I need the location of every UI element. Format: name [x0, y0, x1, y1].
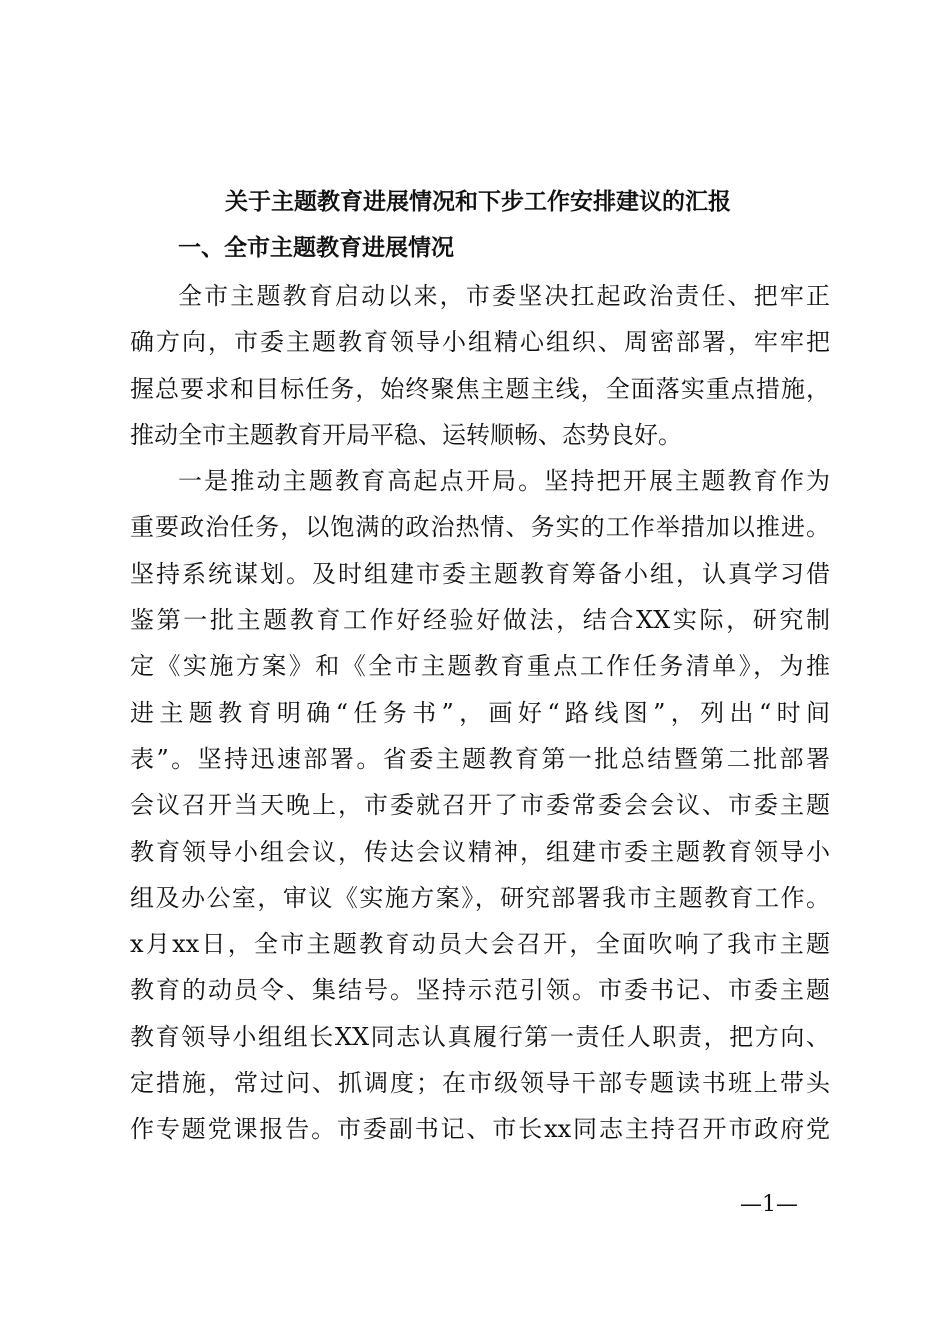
paragraph-line: 全市主题教育启动以来，市委坚决扛起政治责任、把牢正 — [178, 282, 830, 310]
paragraph-line: 确方向，市委主题教育领导小组精心组织、周密部署，牢牢把 — [130, 328, 830, 357]
paragraph-line: 握总要求和目标任务，始终聚焦主题主线，全面落实重点措施， — [130, 374, 830, 403]
paragraph-line: 鉴第一批主题教育工作好经验好做法，结合XX实际，研究制 — [130, 606, 830, 635]
paragraph-line: 定措施，常过问、抓调度；在市级领导干部专题读书班上带头 — [130, 1069, 830, 1098]
paragraph-line: 表”。坚持迅速部署。省委主题教育第一批总结暨第二批部署 — [130, 744, 830, 773]
paragraph-line: 重要政治任务，以饱满的政治热情、务实的工作举措加以推进。 — [130, 513, 830, 542]
paragraph-line: 一是推动主题教育高起点开局。坚持把开展主题教育作为 — [178, 467, 830, 496]
paragraph-line: 定《实施方案》和《全市主题教育重点工作任务清单》，为推 — [130, 652, 830, 681]
section-heading: 一、全市主题教育进展情况 — [178, 235, 454, 261]
paragraph-line: 推动全市主题教育开局平稳、运转顺畅、态势良好。 — [130, 420, 682, 449]
paragraph-line: 坚持系统谋划。及时组建市委主题教育筹备小组，认真学习借 — [130, 559, 830, 588]
paragraph-line: x月xx日，全市主题教育动员大会召开，全面吹响了我市主题 — [130, 930, 830, 959]
paragraph-line: 组及办公室，审议《实施方案》，研究部署我市主题教育工作。 — [130, 883, 830, 912]
paragraph-line: 进主题教育明确“任务书”，画好“路线图”，列出“时间 — [130, 698, 830, 727]
paragraph-line: 教育的动员令、集结号。坚持示范引领。市委书记、市委主题 — [130, 976, 830, 1005]
paragraph-line: 会议召开当天晚上，市委就召开了市委常委会会议、市委主题 — [130, 791, 830, 820]
document-title: 关于主题教育进展情况和下步工作安排建议的汇报 — [225, 189, 731, 215]
page-number: —1— — [740, 1192, 798, 1217]
paragraph-line: 教育领导小组会议，传达会议精神，组建市委主题教育领导小 — [130, 837, 830, 866]
paragraph-line: 作专题党课报告。市委副书记、市长xx同志主持召开市政府党 — [130, 1115, 830, 1144]
body-text — [130, 273, 830, 1153]
paragraph-line: 教育领导小组组长XX同志认真履行第一责任人职责，把方向、 — [130, 1022, 830, 1051]
